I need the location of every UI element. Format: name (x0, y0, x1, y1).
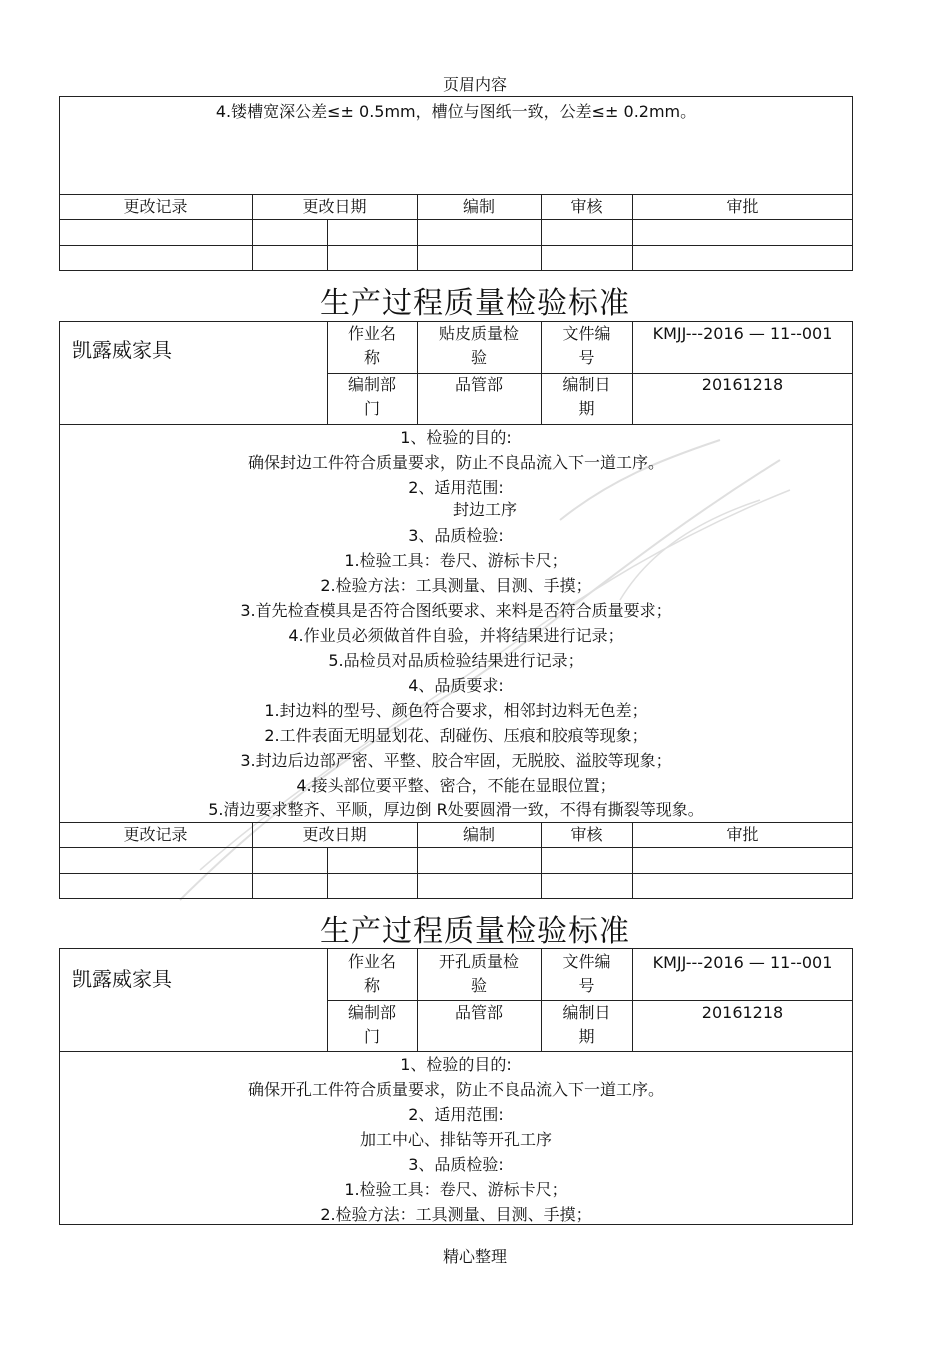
date-label: 编制日 期 (562, 1003, 611, 1046)
body-line: 1.检验工具：卷尺、游标卡尺； (344, 1180, 568, 1199)
change-date-header: 更改日期 (302, 197, 367, 216)
body-line: 1、检验的目的: (400, 1055, 512, 1074)
file-no-label: 文件编 号 (562, 952, 611, 995)
body-line: 2、适用范围: (408, 1105, 504, 1124)
dept-value: 品管部 (454, 375, 503, 394)
date-label: 编制日 期 (562, 375, 611, 418)
date-value: 20161218 (701, 375, 784, 394)
file-no-value: KMJJ---2016 — 11--001 (652, 953, 833, 972)
work-name-value: 开孔质量检 验 (438, 952, 519, 995)
page-footer: 精心整理 (442, 1247, 507, 1266)
dept-value: 品管部 (454, 1003, 503, 1022)
change-record-header: 更改记录 (123, 197, 188, 216)
body-line: 3、品质检验: (408, 1155, 504, 1174)
body-line: 2.检验方法：工具测量、目测、手摸； (320, 576, 592, 595)
body-line: 封边工序 (452, 500, 517, 519)
body-line: 3、品质检验: (408, 526, 504, 545)
body-line: 3.首先检查模具是否符合图纸要求、来料是否符合质量要求； (240, 601, 672, 620)
body-line: 4.作业员必须做首件自验，并将结果进行记录； (288, 626, 624, 645)
body-line: 5.清边要求整齐、平顺，厚边倒 R处要圆滑一致，不得有撕裂等现象。 (208, 800, 704, 819)
doc-title: 生产过程质量检验标准 (320, 914, 630, 949)
page-header: 页眉内容 (442, 75, 507, 94)
body-line: 确保开孔工件符合质量要求，防止不良品流入下一道工序。 (247, 1080, 664, 1099)
file-no-label: 文件编 号 (562, 324, 611, 367)
change-date-header: 更改日期 (302, 825, 367, 844)
body-line: 4.接头部位要平整、密合，不能在显眼位置； (296, 776, 616, 795)
body-line: 确保封边工件符合质量要求，防止不良品流入下一道工序。 (247, 453, 664, 472)
body-line: 1.检验工具：卷尺、游标卡尺； (344, 551, 568, 570)
work-name-label: 作业名 称 (347, 324, 396, 367)
approver-header: 审批 (726, 825, 759, 844)
dept-label: 编制部 门 (347, 1003, 396, 1046)
body-line: 2.检验方法：工具测量、目测、手摸； (320, 1205, 592, 1224)
reviewer-header: 审核 (570, 197, 603, 216)
body-line: 1、检验的目的: (400, 428, 512, 447)
body-line: 加工中心、排钻等开孔工序 (359, 1130, 552, 1149)
approver-header: 审批 (726, 197, 759, 216)
compiler-header: 编制 (462, 825, 495, 844)
body-line: 1.封边料的型号、颜色符合要求，相邻封边料无色差； (264, 701, 648, 720)
work-name-value: 贴皮质量检 验 (438, 324, 519, 367)
dept-label: 编制部 门 (347, 375, 396, 418)
date-value: 20161218 (701, 1003, 784, 1022)
compiler-header: 编制 (462, 197, 495, 216)
change-record-header: 更改记录 (123, 825, 188, 844)
reviewer-header: 审核 (570, 825, 603, 844)
company-name: 凯露威家具 (72, 338, 172, 362)
company-name: 凯露威家具 (72, 967, 172, 991)
body-line: 4、品质要求: (408, 676, 504, 695)
body-line: 2、适用范围: (408, 478, 504, 497)
work-name-label: 作业名 称 (347, 952, 396, 995)
body-line: 5.品检员对品质检验结果进行记录； (328, 651, 584, 670)
doc-title: 生产过程质量检验标准 (320, 286, 630, 321)
file-no-value: KMJJ---2016 — 11--001 (652, 324, 833, 343)
top-fragment-line: 4.镂槽宽深公差≤± 0.5mm，槽位与图纸一致，公差≤± 0.2mm。 (215, 102, 697, 121)
body-line: 3.封边后边部严密、平整、胶合牢固，无脱胶、溢胶等现象； (240, 751, 672, 770)
body-line: 2.工件表面无明显划花、刮碰伤、压痕和胶痕等现象； (264, 726, 648, 745)
